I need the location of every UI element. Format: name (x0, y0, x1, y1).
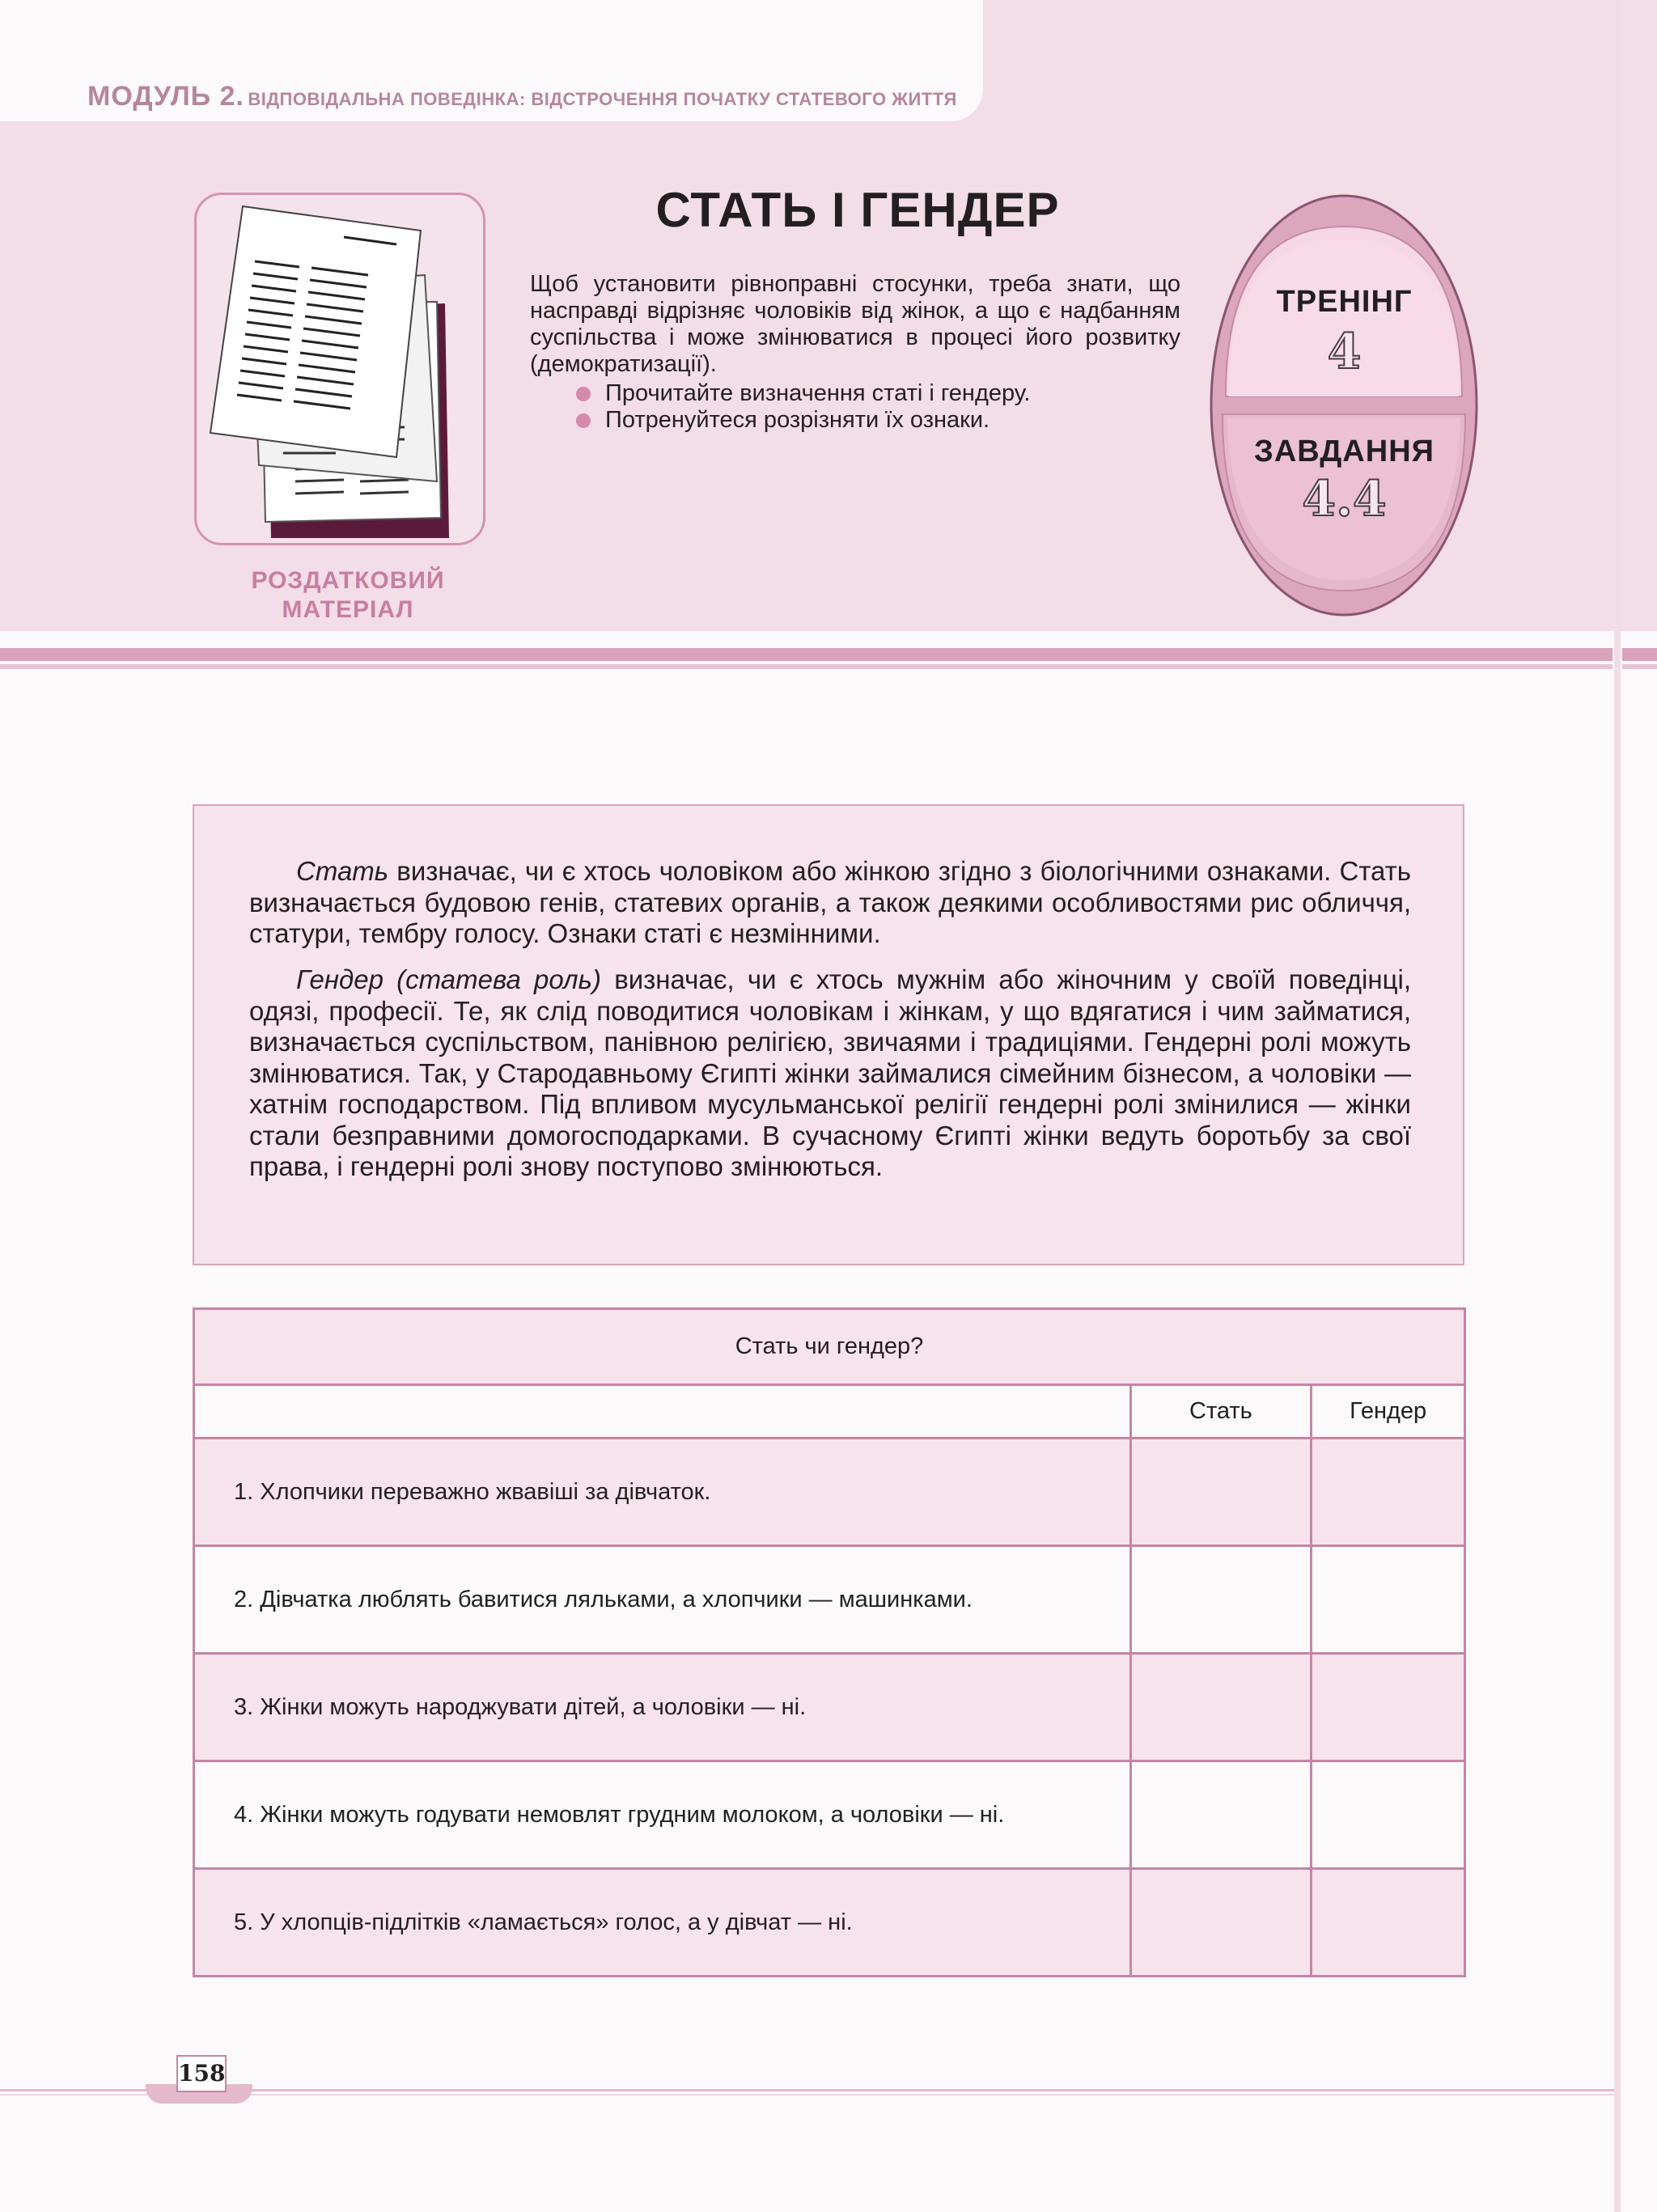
sex-definition-text: визначає, чи є хтось чоловіком або жінкою згідно з біологічними ознаками. Стать визначається будовою генів, статевих органів, а також деякими особливостями рис обличчя, статури, тембру голосу. Ознаки статі є незмінними. (249, 856, 1411, 948)
gender-answer-cell[interactable] (1312, 1761, 1465, 1869)
table-header-row (194, 1385, 1465, 1439)
sex-answer-cell[interactable] (1130, 1761, 1312, 1869)
right-edge-strip (1614, 0, 1621, 2212)
gender-definition-text: визначає, чи є хтось мужнім або жіночним у своїй поведінці, одязі, професії. Те, як слід поводитися чоловікам і жінкам, у що вдягатися і чим займатися, визначається суспільством, панівною релігією, звичаями і традиціями. Гендерні ролі можуть змінюватися. Так, у Стародавньому Єгипті жінки займалися сімейним бізнесом, а чоловіки — хатнім господарством. Під впливом мусульманської релігії гендерні ролі змінилися — жінки стали безправними домогосподарками. В сучасному Єгипті жінки ведуть боротьбу за свої права, і гендерні ролі знову поступово змінюються. (249, 964, 1411, 1181)
definitions-box (193, 804, 1464, 1265)
handout-label (194, 566, 502, 625)
bullet-text: Потренуйтеся розрізняти їх ознаки. (605, 407, 990, 433)
sex-answer-cell[interactable] (1130, 1546, 1312, 1654)
header-gender: Гендер (1312, 1385, 1465, 1439)
page-number: 158 (176, 2055, 227, 2092)
header-sex: Стать (1130, 1385, 1312, 1439)
sex-answer-cell[interactable] (1130, 1439, 1312, 1546)
statement-cell: 1. Хлопчики переважно жвавіші за дівчаток. (194, 1439, 1131, 1546)
gender-term: Гендер (статева роль) (296, 964, 601, 994)
module-label: МОДУЛЬ 2. (87, 81, 244, 112)
intro-text: Щоб установити рівноправні стосунки, треба знати, що насправді відрізняє чоловіків від жінок, а що є надбанням суспільства і може змінюватися в процесі його розвитку (демократизації). (530, 271, 1180, 377)
gender-definition (249, 964, 1411, 1183)
sex-term: Стать (296, 856, 389, 886)
gender-answer-cell[interactable] (1312, 1869, 1465, 1977)
table-row (194, 1654, 1465, 1761)
sex-definition (249, 856, 1411, 950)
instruction-list (576, 380, 1191, 434)
handout-label-line1: РОЗДАТКОВИЙ (251, 567, 445, 594)
bullet-dot-icon (576, 413, 591, 428)
page-title: СТАТЬ І ГЕНДЕР (655, 183, 1060, 237)
header-blank-cell (194, 1385, 1131, 1439)
training-label: ТРЕНІНГ (1276, 285, 1413, 319)
table-row (194, 1439, 1465, 1546)
statement-cell: 5. У хлопців-підлітків «ламається» голос, а у дівчат — ні. (194, 1869, 1131, 1977)
gender-answer-cell[interactable] (1312, 1654, 1465, 1761)
training-badge-icon (1210, 194, 1479, 617)
training-number: 4 (1327, 324, 1362, 380)
table-row (194, 1761, 1465, 1869)
task-label: ЗАВДАННЯ (1254, 434, 1435, 468)
documents-stack-icon (202, 198, 477, 538)
table-row (194, 1869, 1465, 1977)
header-divider-thin (0, 664, 1613, 669)
statement-cell: 4. Жінки можуть годувати немовлят грудним молоком, а чоловіки — ні. (194, 1761, 1131, 1869)
gender-answer-cell[interactable] (1312, 1546, 1465, 1654)
bullet-dot-icon (576, 387, 591, 401)
header-divider-right (1622, 648, 1657, 661)
right-edge-band (1626, 0, 1657, 631)
statement-cell: 3. Жінки можуть народжувати дітей, а чоловіки — ні. (194, 1654, 1131, 1761)
sex-or-gender-table (193, 1307, 1466, 1977)
table-caption: Стать чи гендер? (194, 1309, 1465, 1385)
header-divider (0, 648, 1613, 661)
header-divider-thin-right (1622, 664, 1657, 669)
sex-answer-cell[interactable] (1130, 1869, 1312, 1977)
gender-answer-cell[interactable] (1312, 1439, 1465, 1546)
task-number: 4.4 (1302, 471, 1387, 528)
list-item (576, 407, 1191, 434)
module-subtitle: ВІДПОВІДАЛЬНА ПОВЕДІНКА: ВІДСТРОЧЕННЯ ПОЧАТКУ СТАТЕВОГО ЖИТТЯ (248, 89, 957, 109)
list-item (576, 380, 1191, 407)
handout-label-line2: МАТЕРІАЛ (282, 596, 414, 623)
table-row (194, 1546, 1465, 1654)
table-caption-row (194, 1309, 1465, 1385)
statement-cell: 2. Дівчатка люблять бавитися ляльками, а хлопчики — машинками. (194, 1546, 1131, 1654)
module-heading (87, 81, 957, 112)
sex-answer-cell[interactable] (1130, 1654, 1312, 1761)
bullet-text: Прочитайте визначення статі і гендеру. (605, 380, 1031, 406)
